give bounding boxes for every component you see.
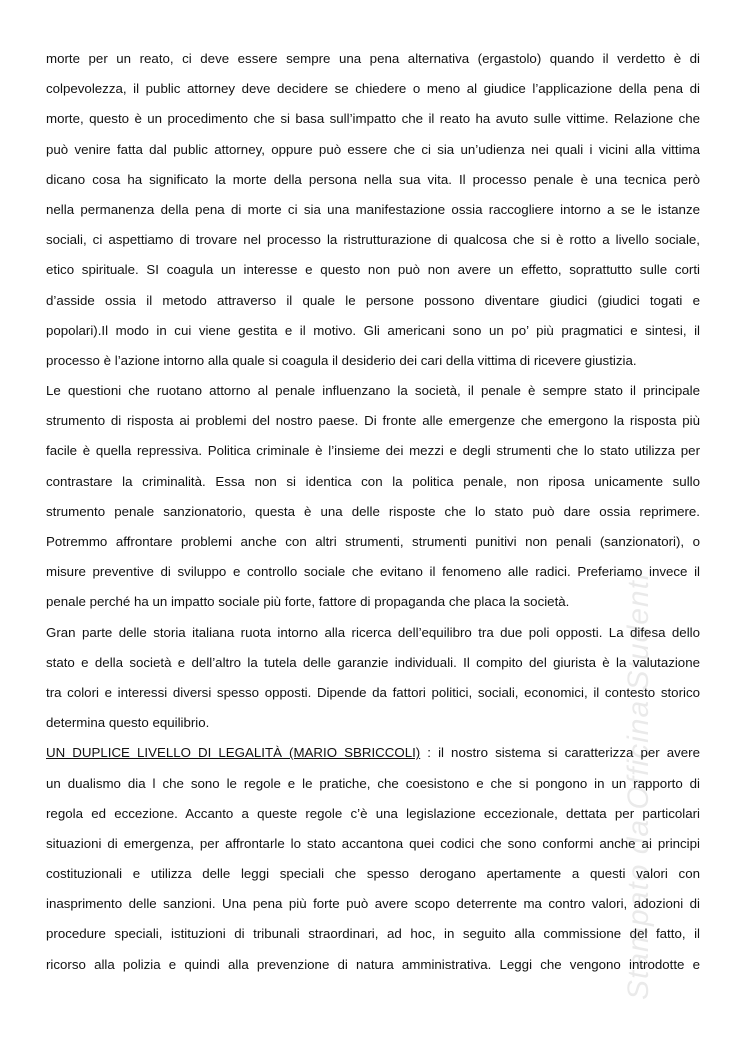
text-line: strumento penale sanzionatorio, questa è una delle risposte che lo stato può dare ossia reprimere.: [46, 503, 700, 519]
text-line: regola ed eccezione. Accanto a queste regole c’è una legislazione eccezionale, dettata per particolari: [46, 805, 700, 821]
text-line: d’asside ossia il metodo attraverso il quale le persone possono diventare giudici (giudici togati e: [46, 292, 700, 308]
text-line: morte, questo è un procedimento che si basa sull’impatto che il reato ha avuto sulle vittime. Relazione che: [46, 111, 700, 127]
text-line: tra colori e interessi diversi spesso opposti. Dipende da fattori politici, sociali, economici, il contesto storico: [46, 684, 700, 700]
text-line: inasprimento delle sanzioni. Una pena più forte può avere scopo deterrente ma contro valori, adozioni di: [46, 896, 700, 912]
text-line: dicano cosa ha significato la morte della persona nella sua vita. Il processo penale è una tecnica però: [46, 171, 700, 187]
text-line: processo è l’azione intorno alla quale si coagula il desiderio dei cari della vittima di ricevere giustizia.: [46, 352, 637, 368]
section-heading-tail: : il nostro sistema si caratterizza per avere: [420, 745, 700, 761]
paragraph-block-1: [46, 44, 700, 738]
text-line: sociali, ci aspettiamo di trovare nel processo la ristrutturazione di qualcosa che si è rotto a livello sociale,: [46, 232, 700, 248]
text-line: misure preventive di sviluppo e controllo sociale che evitano il fenomeno alle radici. Preferiamo invece il: [46, 564, 700, 580]
text-line: ricorso alla polizia e quindi alla prevenzione di natura amministrativa. Leggi che vengono introdotte e: [46, 956, 700, 972]
text-line: situazioni di emergenza, per affrontarle lo stato accantona quei codici che sono conformi anche ai principi: [46, 835, 700, 851]
text-line: popolari).Il modo in cui viene gestita e il motivo. Gli americani sono un po’ più pragmatici e sintesi, il: [46, 322, 700, 338]
text-line: facile è quella repressiva. Politica criminale è l’insieme dei mezzi e degli strumenti che lo stato utilizza per: [46, 443, 700, 459]
text-line: penale perché ha un impatto sociale più forte, fattore di propaganda che placa la società.: [46, 594, 570, 610]
text-line: contrastare la criminalità. Essa non si identica con la politica penale, non riposa unicamente sullo: [46, 473, 700, 489]
text-line: stato e della società e dell’altro la tutela delle garanzie individuali. Il compito del giurista è la valutazione: [46, 654, 700, 670]
text-line: strumento di risposta ai problemi del nostro paese. Di fronte alle emergenze che emergono la risposta più: [46, 413, 700, 429]
text-line: nella permanenza della pena di morte ci sia una manifestazione ossia raccogliere intorno a se le istanze: [46, 201, 700, 217]
document-page: [46, 44, 700, 980]
watermark: Stampato da Officina Studenti: [622, 572, 655, 1000]
text-line: colpevolezza, il public attorney deve decidere se chiedere o meno al giudice l’applicazione della pena di: [46, 81, 700, 97]
text-line: un dualismo dia l che sono le regole e le pratiche, che coesistono e che si pongono in un rapporto di: [46, 775, 700, 791]
text-line: costituzionali e utilizza delle leggi speciali che spesso derogano apertamente a questi valori con: [46, 866, 700, 882]
text-line: può venire fatta dal public attorney, oppure può essere che ci sia un’udienza nei quali i vicini alla vittima: [46, 141, 700, 157]
text-line: Le questioni che ruotano attorno al penale influenzano la società, il penale è sempre stato il principale: [46, 383, 700, 399]
section-heading: UN DUPLICE LIVELLO DI LEGALITÀ (MARIO SBRICCOLI): [46, 745, 421, 761]
text-line: Gran parte delle storia italiana ruota intorno alla ricerca dell’equilibro tra due poli opposti. La difesa dello: [46, 624, 700, 640]
paragraph-block-2: [46, 769, 700, 980]
text-line: determina questo equilibrio.: [46, 715, 210, 731]
text-line: morte per un reato, ci deve essere sempre una pena alternativa (ergastolo) quando il verdetto è di: [46, 51, 700, 66]
section-heading-line: [46, 738, 700, 768]
text-line: Potremmo affrontare problemi anche con altri strumenti, strumenti punitivi non penali (sanzionatori), o: [46, 534, 700, 549]
text-line: procedure speciali, istituzioni di tribunali straordinari, ad hoc, in seguito alla commissione del fatto, il: [46, 926, 700, 942]
text-line: etico spirituale. SI coagula un interesse e questo non può non avere un effetto, soprattutto sulle corti: [46, 262, 700, 278]
